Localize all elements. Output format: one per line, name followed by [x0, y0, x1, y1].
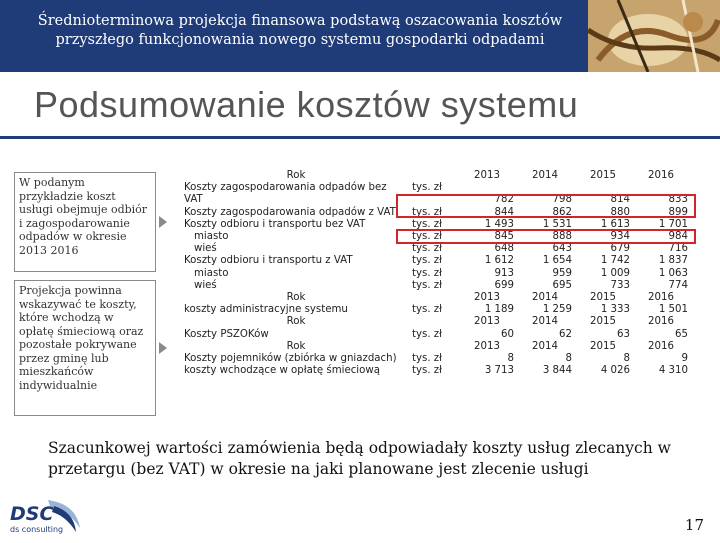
table-row [182, 268, 690, 280]
note-box-scope: W podanym przykładzie koszt usługi obejmuje odbiór i zagospodarowanie odpadów w okresie 2013 2016 [14, 172, 156, 272]
cell-value: 862 [552, 206, 572, 218]
table-row [182, 353, 690, 365]
row-unit: tys. zł [412, 304, 443, 316]
cell-value: 814 [610, 194, 630, 206]
cell-value: 2013 [474, 340, 500, 352]
cell-value: 65 [675, 328, 688, 340]
cell-value: 9 [681, 353, 688, 365]
cell-value: 845 [494, 231, 514, 243]
row-label: Koszty odbioru i transportu bez VAT [184, 218, 366, 230]
cell-value: 1 701 [658, 218, 688, 230]
cell-value: 798 [552, 194, 572, 206]
cell-value: 1 531 [542, 218, 572, 230]
cell-value: 679 [610, 243, 630, 255]
row-label: koszty wchodzące w opłatę śmieciową [184, 365, 380, 377]
row-unit: tys. zł [412, 206, 443, 218]
cell-value: 60 [501, 328, 514, 340]
table-row [182, 255, 690, 267]
cell-value: 1 259 [542, 304, 572, 316]
cell-value: 934 [610, 231, 630, 243]
cell-value: 888 [552, 231, 572, 243]
cell-value: 1 613 [600, 218, 630, 230]
highlight-box-without-vat [396, 194, 696, 218]
cell-value [574, 182, 632, 194]
row-unit: tys. zł [412, 243, 443, 255]
cell-value: 2013 [474, 292, 500, 304]
title-divider [0, 136, 720, 139]
row-unit [410, 292, 458, 304]
row-unit: tys. zł [412, 353, 443, 365]
cell-value: 2015 [590, 340, 616, 352]
dsc-logo [6, 498, 86, 538]
cell-value: 4 310 [658, 365, 688, 377]
cell-value: 1 063 [658, 267, 688, 279]
row-label: Rok [286, 292, 306, 304]
table-row [182, 365, 690, 377]
row-unit: tys. zł [412, 255, 443, 267]
header-photo-ropes [588, 0, 720, 72]
row-unit: tys. zł [412, 365, 443, 377]
cell-value: 1 493 [484, 218, 514, 230]
cell-value: 63 [617, 328, 630, 340]
cell-value: 643 [552, 243, 572, 255]
row-label: wieś [194, 243, 217, 255]
cell-value: 8 [623, 353, 630, 365]
cell-value: 833 [668, 194, 688, 206]
header-label: Rok [286, 170, 306, 181]
year-header-row [182, 292, 690, 304]
cell-value: 844 [494, 206, 514, 218]
table-header-row [182, 170, 690, 182]
cell-value: 959 [552, 267, 572, 279]
cell-value: 2014 [532, 292, 558, 304]
cell-value: 4 026 [600, 365, 630, 377]
cell-value: 1 333 [600, 304, 630, 316]
logo-subtext: ds consulting [10, 525, 64, 534]
row-unit: tys. zł [412, 267, 443, 279]
cell-value [458, 182, 516, 194]
note-box-projection: Projekcja powinna wskazywać te koszty, które wchodzą w opłatę śmieciową oraz pozostałe pokrywane przez gminę lub mieszkańców indywidualnie [14, 280, 156, 416]
cell-value: 1 837 [658, 255, 688, 267]
row-unit: tys. zł [412, 218, 443, 230]
cell-value: 2015 [590, 316, 616, 328]
table-row [182, 304, 690, 316]
cell-value: 984 [668, 231, 688, 243]
cell-value [516, 182, 574, 194]
cell-value: 2014 [532, 316, 558, 328]
row-label: VAT [184, 194, 203, 206]
cell-value: 2015 [590, 292, 616, 304]
header-year: 2013 [474, 170, 500, 181]
table-row [182, 243, 690, 255]
year-header-row [182, 316, 690, 328]
table-row [182, 280, 690, 292]
cell-value: 1 654 [542, 255, 572, 267]
cell-value: 1 612 [484, 255, 514, 267]
cell-value: 1 742 [600, 255, 630, 267]
cell-value: 8 [507, 353, 514, 365]
note-arrow-2 [159, 342, 167, 354]
header-bar [0, 0, 720, 72]
header-year: 2014 [532, 170, 558, 181]
cell-value: 2014 [532, 340, 558, 352]
row-label: Koszty zagospodarowania odpadów bez [184, 182, 387, 194]
note-arrow-1 [159, 216, 167, 228]
cell-value: 1 009 [600, 267, 630, 279]
row-label: wieś [194, 279, 217, 291]
cell-value: 699 [494, 279, 514, 291]
row-unit: tys. zł [412, 182, 443, 194]
header-year: 2016 [648, 170, 674, 181]
cell-value: 716 [668, 243, 688, 255]
summary-text: Szacunkowej wartości zamówienia będą odpowiadały koszty usług zlecanych w przetargu (bez VAT) w okresie na jaki planowane jest zlecenie usługi [48, 439, 671, 478]
cell-value: 774 [668, 279, 688, 291]
table-row [182, 329, 690, 341]
cell-value: 3 713 [484, 365, 514, 377]
row-label: Koszty pojemników (zbiórka w gniazdach) [184, 353, 397, 365]
cell-value [632, 182, 690, 194]
cell-value: 733 [610, 279, 630, 291]
cell-value: 2016 [648, 316, 674, 328]
row-label: Koszty odbioru i transportu z VAT [184, 255, 353, 267]
table-row [182, 182, 690, 194]
row-label: Rok [286, 316, 306, 328]
cell-value: 62 [559, 328, 572, 340]
header-title [30, 12, 570, 50]
page-title: Podsumowanie kosztów systemu [34, 84, 579, 125]
cell-value: 880 [610, 206, 630, 218]
dsc-logo-mark-icon [6, 498, 86, 538]
header-title-line1: Średnioterminowa projekcja finansowa podstawą oszacowania kosztów [37, 13, 563, 29]
cell-value: 8 [565, 353, 572, 365]
header-year: 2015 [590, 170, 616, 181]
cell-value: 2016 [648, 292, 674, 304]
row-label: Koszty zagospodarowania odpadów z VAT [184, 206, 396, 218]
cell-value: 695 [552, 279, 572, 291]
row-unit [410, 316, 458, 328]
row-label: miasto [194, 231, 229, 243]
year-header-row [182, 341, 690, 353]
cell-value: 2013 [474, 316, 500, 328]
row-label: koszty administracyjne systemu [184, 304, 348, 316]
highlight-box-transport [396, 229, 696, 244]
row-label: Rok [286, 340, 306, 352]
cell-value: 648 [494, 243, 514, 255]
rope-image-icon [588, 0, 720, 72]
cell-value: 1 501 [658, 304, 688, 316]
header-title-line2: przyszłego funkcjonowania nowego systemu gospodarki odpadami [55, 32, 545, 48]
row-unit [410, 341, 458, 353]
cell-value: 913 [494, 267, 514, 279]
header-unit-cell [410, 170, 458, 182]
row-unit: tys. zł [412, 231, 443, 243]
cell-value: 899 [668, 206, 688, 218]
cell-value: 3 844 [542, 365, 572, 377]
cell-value: 1 189 [484, 304, 514, 316]
row-label: miasto [194, 267, 229, 279]
row-label: Koszty PSZOKów [184, 328, 269, 340]
cell-value: 782 [494, 194, 514, 206]
page-number: 17 [684, 516, 704, 534]
cell-value: 2016 [648, 340, 674, 352]
row-unit: tys. zł [412, 279, 443, 291]
logo-text: DSC [10, 503, 54, 525]
row-unit: tys. zł [412, 328, 443, 340]
